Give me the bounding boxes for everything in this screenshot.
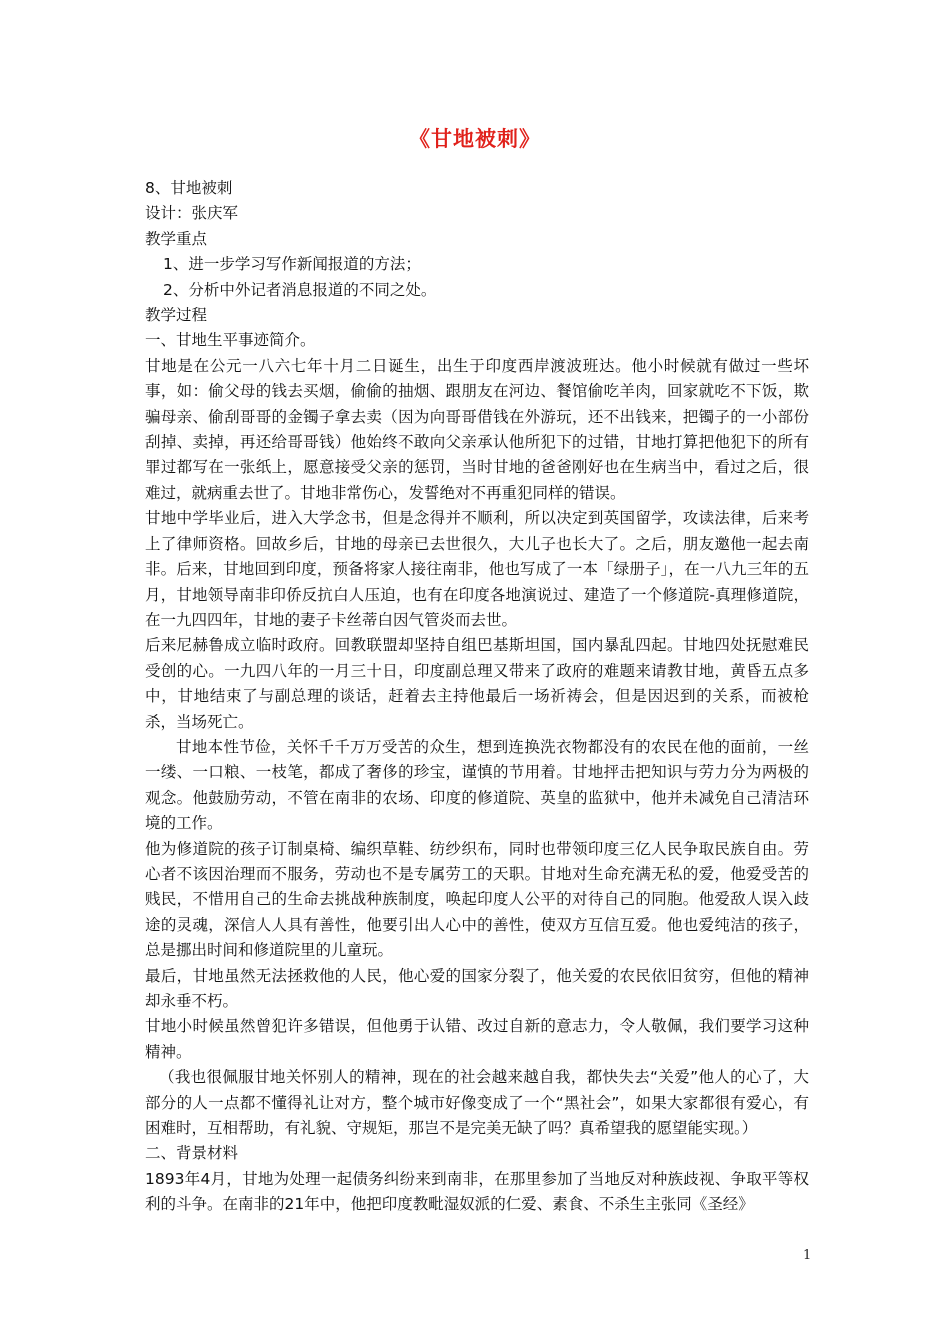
body-paragraph: 1893年4月，甘地为处理一起债务纠纷来到南非，在那里参加了当地反对种族歧视、争取平等权利的斗争。在南非的21年中，他把印度教毗湿奴派的仁爱、素食、不杀生主张同《圣经》	[145, 1169, 809, 1214]
section-heading-key-points: 教学重点	[145, 229, 208, 248]
body-paragraph: 最后，甘地虽然无法拯救他的人民，他心爱的国家分裂了，他关爱的农民依旧贫穷，但他的精神却永垂不朽。	[145, 966, 809, 1010]
key-point-item: 1、进一步学习写作新闻报道的方法；	[163, 255, 421, 274]
body-paragraph: 他为修道院的孩子订制桌椅、编织草鞋、纺纱织布，同时也带领印度三亿人民争取民族自由。劳心者不该因治理而不服务，劳动也不是专属劳工的天职。甘地对生命充满无私的爱，他爱受苦的贱民，不惜用自己的生命去挑战种族制度，唤起印度人公平的对待自己的同胞。他爱敌人误入歧途的灵魂，深信人人具有善性，他要引出人心中的善性，使双方互信互爱。他也爱纯洁的孩子，总是挪出时间和修道院里的儿童玩。	[145, 839, 809, 960]
body-paragraph: 甘地小时候虽然曾犯许多错误，但他勇于认错、改过自新的意志力，令人敬佩，我们要学习这种精神。	[145, 1017, 809, 1061]
subsection-heading: 二、背景材料	[145, 1144, 239, 1163]
designer-line: 设计：张庆军	[145, 204, 239, 223]
key-point-item: 2、分析中外记者消息报道的不同之处。	[163, 280, 437, 299]
body-paragraph: 甘地本性节俭，关怀千千万万受苦的众生，想到连换洗衣物都没有的农民在他的面前，一丝一缕、一口粮、一枝笔，都成了奢侈的珍宝，谨慎的节用着。甘地抨击把知识与劳力分为两极的观念。他鼓励劳动，不管在南非的农场、印度的修道院、英皇的监狱中，他并未减免自己清洁环境的工作。	[145, 737, 809, 833]
page-number: 1	[803, 1248, 812, 1263]
body-paragraph: 甘地中学毕业后，进入大学念书，但是念得并不顺利，所以决定到英国留学，攻读法律，后来考上了律师资格。回故乡后，甘地的母亲已去世很久，大儿子也长大了。之后，朋友邀他一起去南非。后来，甘地回到印度，预备将家人接往南非，他也写成了一本「绿册子」，在一八九三年的五月，甘地领导南非印侨反抗白人压迫，也有在印度各地演说过、建造了一个修道院-真理修道院，在一九四四年，甘地的妻子卡丝蒂白因气管炎而去世。	[145, 509, 809, 629]
document-body	[145, 176, 809, 1218]
body-paragraph: 后来尼赫鲁成立临时政府。回教联盟却坚持自组巴基斯坦国，国内暴乱四起。甘地四处抚慰难民受创的心。一九四八年的一月三十日，印度副总理又带来了政府的难题来请教甘地，黄昏五点多中，甘地结束了与副总理的谈话，赶着去主持他最后一场祈祷会，但是因迟到的关系，而被枪杀，当场死亡。	[145, 636, 809, 731]
section-heading-process: 教学过程	[145, 306, 208, 325]
document-title: 《甘地被刺》	[409, 127, 541, 151]
body-paragraph: （我也很佩服甘地关怀别人的精神，现在的社会越来越自我，都快失去“关爱”他人的心了，大部分的人一点都不懂得礼让对方，整个城市好像变成了一个“黑社会”，如果大家都很有爱心，有困难时，互相帮助，有礼貌、守规矩，那岂不是完美无缺了吗？真希望我的愿望能实现。）	[145, 1068, 809, 1138]
subsection-heading: 一、甘地生平事迹简介。	[145, 331, 316, 350]
body-paragraph: 甘地是在公元一八六七年十月二日诞生，出生于印度西岸渡波班达。他小时候就有做过一些坏事，如：偷父母的钱去买烟，偷偷的抽烟、跟朋友在河边、餐馆偷吃羊肉，回家就吃不下饭，欺骗母亲、偷刮哥哥的金镯子拿去卖（因为向哥哥借钱在外游玩，还不出钱来，把镯子的一小部份刮掉、卖掉，再还给哥哥钱）他始终不敢向父亲承认他所犯下的过错，甘地打算把他犯下的所有罪过都写在一张纸上，愿意接受父亲的惩罚，当时甘地的爸爸刚好也在生病当中，看过之后，很难过，就病重去世了。甘地非常伤心，发誓绝对不再重犯同样的错误。	[145, 356, 809, 502]
lesson-heading: 8、甘地被刺	[145, 179, 233, 197]
